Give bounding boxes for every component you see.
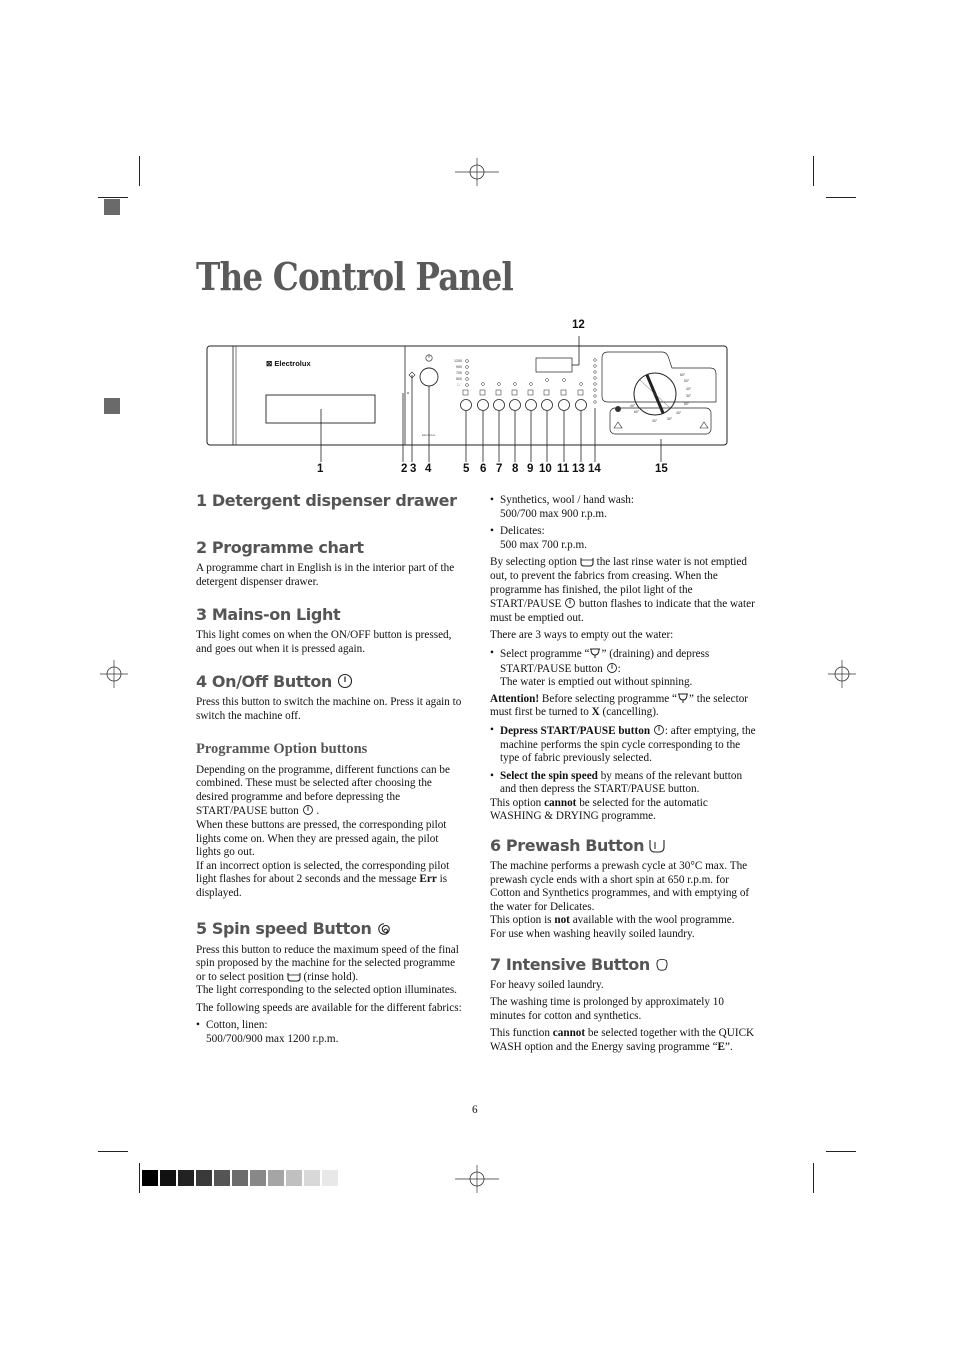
svg-text:60°: 60° xyxy=(684,402,690,406)
spin-paragraph-1: Press this button to reduce the maximum speed of the final spin proposed by the machine for the selected programme or to select position (rinse hold). xyxy=(196,943,459,983)
list-item: • Delicates: 500 max 700 r.p.m. xyxy=(490,525,758,552)
color-calibration-bar xyxy=(142,1170,338,1186)
callout-4: 4 xyxy=(425,463,432,475)
heading-spin-speed: 5 Spin speed Button xyxy=(196,919,464,938)
registration-target-icon xyxy=(828,660,856,688)
crop-mark xyxy=(826,197,856,198)
power-icon xyxy=(653,724,665,736)
prewash-paragraph-2: This option is not available with the wool programme. xyxy=(490,914,735,927)
callout-12: 12 xyxy=(572,319,585,331)
registration-target-icon xyxy=(100,660,128,688)
gray-square-marker xyxy=(104,199,120,215)
options-paragraph-1: Depending on the programme, different functions can be combined. These must be selected after choosing the desired programme and before depressing the START/PAUSE button . xyxy=(196,763,450,818)
heading-mains-light: 3 Mains-on Light xyxy=(196,605,341,625)
mains-light-text: This light comes on when the ON/OFF button is pressed, and goes out when it is pressed again. xyxy=(196,629,452,655)
crop-mark xyxy=(139,1163,140,1193)
crop-mark xyxy=(98,197,128,198)
list-item: • Cotton, linen: 500/700/900 max 1200 r.p.m. xyxy=(196,1019,464,1046)
speed-label-hold: □ xyxy=(457,383,460,387)
right-column xyxy=(490,494,758,1055)
left-column xyxy=(196,491,464,1047)
crop-mark xyxy=(813,1163,814,1193)
speed-label-700: 700 xyxy=(456,371,462,375)
callout-6: 6 xyxy=(480,463,487,475)
heading-intensive: 7 Intensive Button xyxy=(490,955,758,974)
drain-icon xyxy=(677,692,689,704)
power-icon xyxy=(302,804,314,816)
crop-mark xyxy=(139,156,140,186)
drain-icon xyxy=(589,647,601,659)
list-item: • Synthetics, wool / hand wash: 500/700 max 900 r.p.m. xyxy=(490,494,758,521)
list-item: • Select the spin speed by means of the relevant button and then depress the START/PAUSE button. xyxy=(490,770,758,797)
on-off-text: Press this button to switch the machine on. Press it again to switch the machine off. xyxy=(196,696,462,722)
svg-text:Electrolux: Electrolux xyxy=(422,433,436,437)
spin-paragraph-3: The following speeds are available for the different fabrics: xyxy=(196,1001,462,1014)
heading-detergent-drawer: 1 Detergent dispenser drawer xyxy=(196,491,457,510)
power-icon xyxy=(564,597,576,609)
callout-2: 2 xyxy=(401,463,408,475)
registration-target-icon xyxy=(455,1165,499,1193)
heading-programme-chart: 2 Programme chart xyxy=(196,538,364,557)
power-icon xyxy=(337,673,353,689)
speed-label-900: 900 xyxy=(456,365,462,369)
heading-prewash: 6 Prewash Button xyxy=(490,836,758,855)
page-title: The Control Panel xyxy=(196,254,513,299)
callout-14: 14 xyxy=(588,463,601,475)
list-item: • Select programme “ ” (draining) and depress START/PAUSE button : The water is emptied out without spinning. xyxy=(490,647,758,690)
rinse-hold-icon xyxy=(580,557,594,567)
prewash-icon xyxy=(649,839,665,853)
intensive-icon xyxy=(655,958,669,972)
crop-mark xyxy=(826,1151,856,1152)
svg-text:30°: 30° xyxy=(667,417,673,421)
svg-text:30°: 30° xyxy=(652,419,658,423)
empty-water-intro: There are 3 ways to empty out the water: xyxy=(490,629,674,642)
spin-icon xyxy=(377,922,391,936)
svg-text:40°: 40° xyxy=(676,411,682,415)
spin-paragraph-2: The light corresponding to the selected option illuminates. xyxy=(196,984,457,997)
gray-square-marker xyxy=(104,398,120,414)
callout-11: 11 xyxy=(557,463,570,475)
speed-label-1200: 1200 xyxy=(454,359,462,363)
programme-selector-dial[interactable] xyxy=(634,373,676,415)
power-icon xyxy=(606,662,618,674)
callout-10: 10 xyxy=(539,463,552,475)
control-panel-diagram xyxy=(200,318,736,486)
programme-chart-text: A programme chart in English is in the interior part of the detergent dispenser drawer. xyxy=(196,562,455,588)
page-number: 6 xyxy=(472,1104,478,1116)
on-off-button[interactable] xyxy=(420,355,438,386)
options-paragraph-3: If an incorrect option is selected, the corresponding pilot light flashes for about 2 seconds and the message Err is displayed. xyxy=(196,859,450,899)
callout-1: 1 xyxy=(317,463,324,475)
option-buttons-row[interactable] xyxy=(461,400,587,411)
callout-8: 8 xyxy=(512,463,519,475)
callout-5: 5 xyxy=(463,463,470,475)
heading-on-off: 4 On/Off Button xyxy=(196,672,464,691)
crop-mark xyxy=(98,1151,128,1152)
prewash-paragraph-3: For use when washing heavily soiled laundry. xyxy=(490,928,695,941)
svg-text:40°: 40° xyxy=(630,404,636,408)
callout-13: 13 xyxy=(572,463,585,475)
intensive-paragraph-2: The washing time is prolonged by approximately 10 minutes for cotton and synthetics. xyxy=(490,996,724,1022)
spin-option-note: This option cannot be selected for the automatic WASHING & DRYING programme. xyxy=(490,796,708,823)
options-paragraph-2: When these buttons are pressed, the corresponding pilot lights come on. When they are pressed again, the pilot lights go out. xyxy=(196,818,447,859)
svg-text:40°: 40° xyxy=(686,387,692,391)
rinse-hold-icon xyxy=(287,972,301,982)
list-item: • Depress START/PAUSE button : after emptying, the machine performs the spin cycle corresponding to the type of fabric previously selected. xyxy=(490,724,758,766)
brand-logo: ⊠ Electrolux xyxy=(266,359,311,368)
intensive-paragraph-3: This function cannot be selected together with the QUICK WASH option and the Energy saving programme “E”. xyxy=(490,1027,755,1053)
callout-15: 15 xyxy=(655,463,668,475)
rinse-hold-paragraph: By selecting option the last rinse water is not emptied out, to prevent the fabrics from creasing. When the programme has finished, the pilot light of the START/PAUSE button flashes to indicate that the water must be emptied out. xyxy=(490,556,755,624)
callout-7: 7 xyxy=(496,463,503,475)
callout-9: 9 xyxy=(527,463,534,475)
speed-label-500: 500 xyxy=(456,377,462,381)
svg-text:50°: 50° xyxy=(684,379,690,383)
crop-mark xyxy=(813,156,814,186)
intensive-paragraph-1: For heavy soiled laundry. xyxy=(490,978,604,991)
prewash-paragraph-1: The machine performs a prewash cycle at 30°C max. The prewash cycle ends with a short spin at 650 r.p.m. for Cotton and Synthetics programmes, and with emptying of the water for Delicates. xyxy=(490,860,750,913)
callout-3: 3 xyxy=(410,463,417,475)
registration-target-icon xyxy=(455,158,499,186)
heading-programme-options: Programme Option buttons xyxy=(196,740,368,757)
svg-text:30°: 30° xyxy=(686,394,692,398)
attention-note: Attention! Before selecting programme “ ” the selector must first be turned to X (cancelling). xyxy=(490,692,749,719)
svg-text:60°: 60° xyxy=(634,410,640,414)
svg-text:60°: 60° xyxy=(680,373,686,377)
